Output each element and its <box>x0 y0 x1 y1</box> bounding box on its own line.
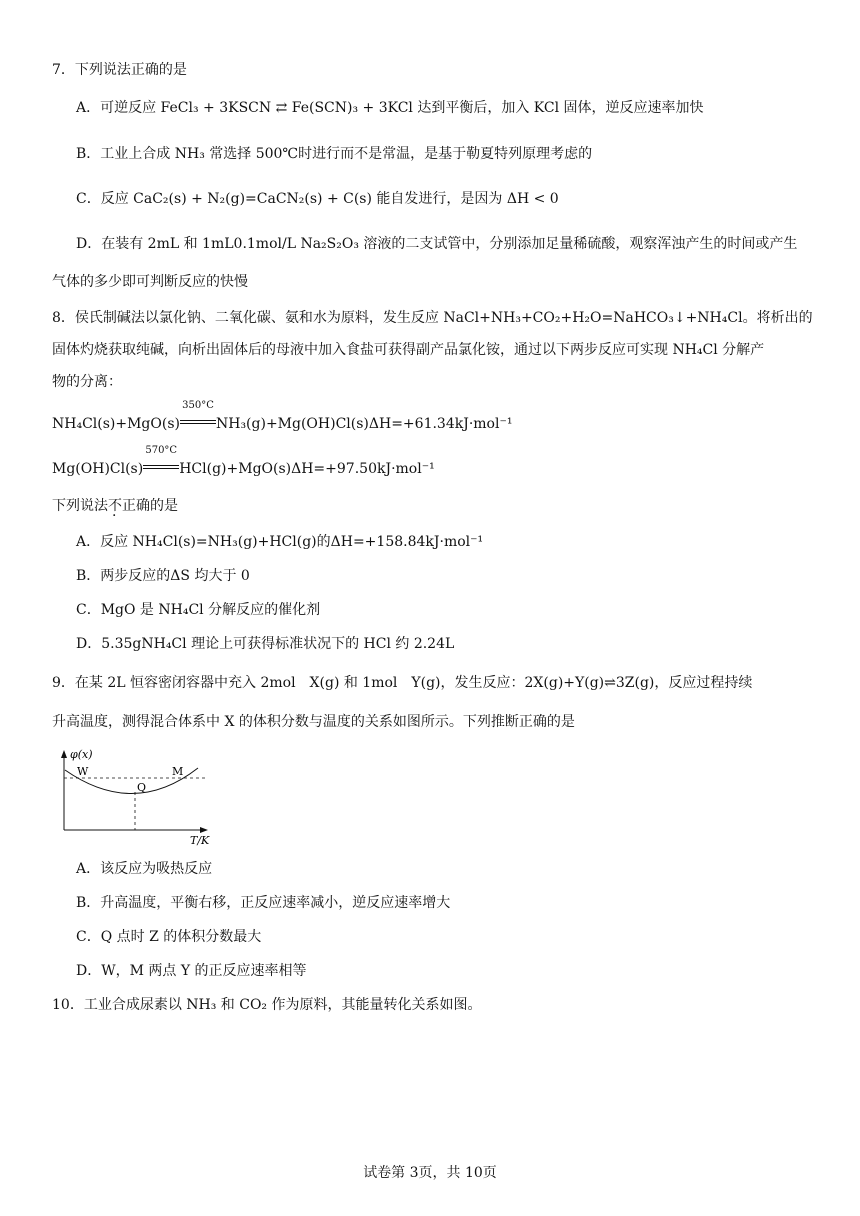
q7-option-d-line2: 气体的多少即可判断反应的快慢 <box>52 274 248 290</box>
q8-ask-pre: 下列说法 <box>52 498 108 514</box>
q8-ask-post: 正确的是 <box>122 498 178 514</box>
y-axis-arrow <box>61 750 67 758</box>
q8-option-a: A．反应 NH₄Cl(s)=NH₃(g)+HCl(g)的ΔH=+158.84kJ·mol⁻¹ <box>76 534 484 550</box>
graph-xlabel: T/K <box>190 834 210 846</box>
q9-option-c: C．Q 点时 Z 的体积分数最大 <box>76 929 262 945</box>
q9-option-d: D．W，M 两点 Y 的正反应速率相等 <box>76 963 307 979</box>
reaction-2-products: HCl(g)+MgO(s)ΔH=+97.50kJ·mol⁻¹ <box>179 461 435 477</box>
q8-stem-line3: 物的分离： <box>52 374 122 390</box>
q9-stem-line1: 9．在某 2L 恒容密闭容器中充入 2mol X(g) 和 1mol Y(g)，发生反应：2X(g)+Y(g)⇌3Z(g)，反应过程持续 <box>52 675 753 691</box>
volume-fraction-temperature-graph <box>52 746 222 846</box>
q7-option-c: C．反应 CaC₂(s) + N₂(g)=CaCN₂(s) + C(s) 能自发进行，是因为 ΔH < 0 <box>76 191 559 207</box>
graph-point-q: Q <box>137 781 147 794</box>
reaction-2-arrow <box>143 445 179 479</box>
q9-stem-line2: 升高温度，测得混合体系中 X 的体积分数与温度的关系如图所示。下列推断正确的是 <box>52 714 575 730</box>
reaction-2-condition: 570°C <box>145 445 178 456</box>
x-axis-arrow <box>200 827 208 833</box>
reaction-1-arrow <box>180 400 216 434</box>
q7-option-b: B．工业上合成 NH₃ 常选择 500℃时进行而不是常温，是基于勒夏特列原理考虑的 <box>76 146 593 162</box>
q9-option-a: A．该反应为吸热反应 <box>76 861 213 877</box>
q8-stem-line1: 8．侯氏制碱法以氯化钠、二氧化碳、氨和水为原料，发生反应 NaCl+NH₃+CO₂+H₂O=NaHCO₃↓+NH₄Cl。将析出的 <box>52 310 813 326</box>
graph-point-m: M <box>172 765 184 778</box>
reaction-1-products: NH₃(g)+Mg(OH)Cl(s)ΔH=+61.34kJ·mol⁻¹ <box>215 416 513 432</box>
q7-option-a: A．可逆反应 FeCl₃ + 3KSCN ⇄ Fe(SCN)₃ + 3KCl 达到平衡后，加入 KCl 固体，逆反应速率加快 <box>76 100 704 116</box>
reaction-2-reactants: Mg(OH)Cl(s) <box>52 461 144 477</box>
q10-stem: 10．工业合成尿素以 NH₃ 和 CO₂ 作为原料，其能量转化关系如图。 <box>52 997 482 1013</box>
graph-point-w: W <box>77 765 89 778</box>
reaction-1-condition: 350°C <box>182 400 214 411</box>
page-footer: 试卷第 3页，共 10页 <box>363 1165 497 1181</box>
q8-option-c: C．MgO 是 NH₄Cl 分解反应的催化剂 <box>76 602 321 618</box>
q8-ask <box>52 496 178 516</box>
q8-stem-line2: 固体灼烧获取纯碱，向析出固体后的母液中加入食盐可获得副产品氯化铵，通过以下两步反应可实现 NH₄Cl 分解产 <box>52 342 765 358</box>
q8-reaction-2 <box>52 445 435 479</box>
q7-stem: 7．下列说法正确的是 <box>52 62 187 78</box>
q8-ask-not: 不 <box>108 498 122 514</box>
q8-option-d: D．5.35gNH₄Cl 理论上可获得标准状况下的 HCl 约 2.24L <box>76 636 455 652</box>
q9-option-b: B．升高温度，平衡右移，正反应速率减小，逆反应速率增大 <box>76 895 451 911</box>
reaction-1-reactants: NH₄Cl(s)+MgO(s) <box>52 416 180 432</box>
q8-reaction-1 <box>52 400 513 434</box>
graph-ylabel: φ(x) <box>70 748 93 761</box>
q8-option-b: B．两步反应的ΔS 均大于 0 <box>76 568 250 584</box>
q7-option-d-line1: D．在装有 2mL 和 1mL0.1mol/L Na₂S₂O₃ 溶液的二支试管中，分别添加足量稀硫酸，观察浑浊产生的时间或产生 <box>76 236 798 252</box>
